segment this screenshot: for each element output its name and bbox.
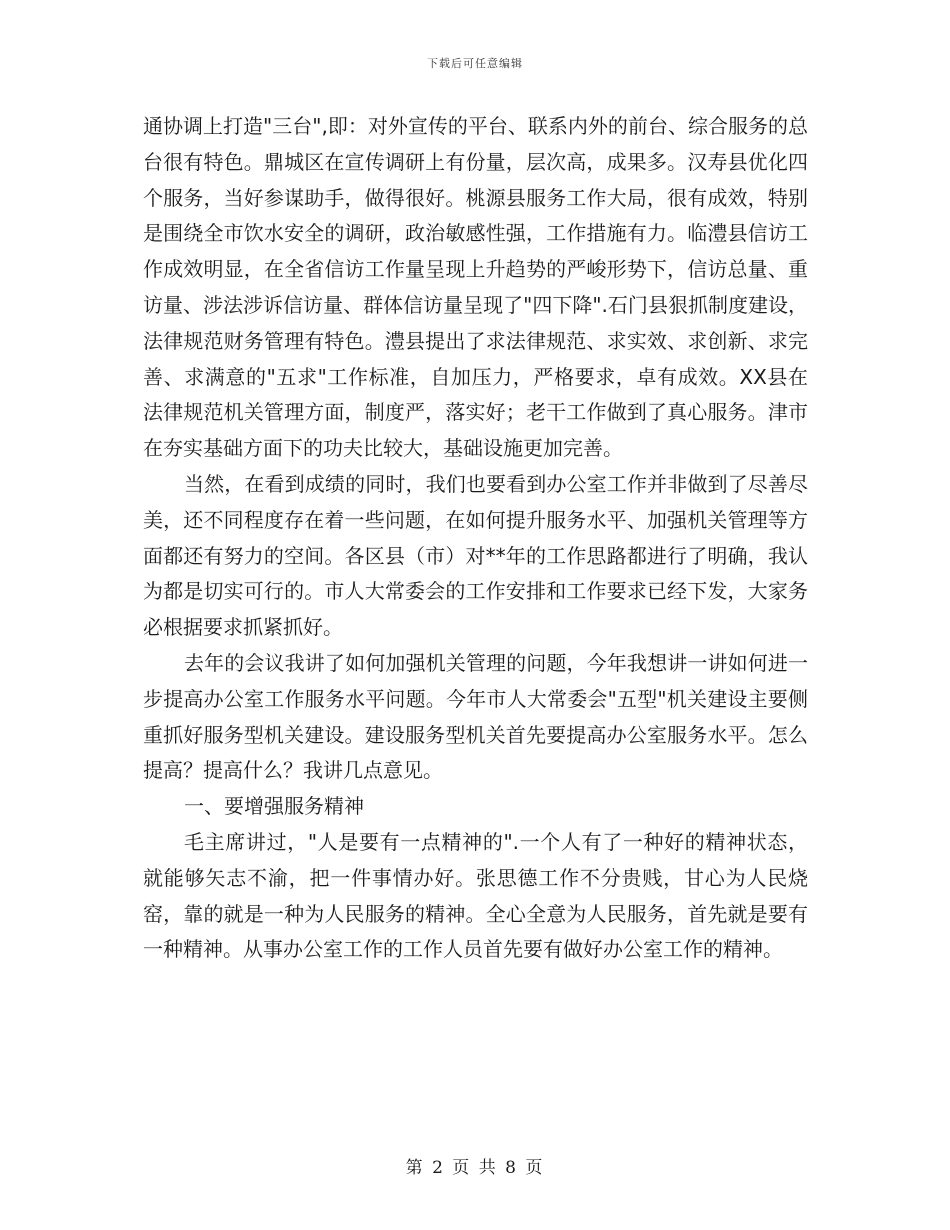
page-number: 第 2 页 共 8 页 <box>405 1158 545 1178</box>
paragraph-2: 当然，在看到成绩的同时，我们也要看到办公室工作并非做到了尽善尽美，还不同程度存在着一些问题，在如何提升服务水平、加强机关管理等方面都还有努力的空间。各区县（市）对**年的工作思路都进行了明确，我认为都是切实可行的。市人大常委会的工作安排和工作要求已经下发，大家务必根据要求抓紧抓好。 <box>143 471 808 640</box>
paragraph-1: 通协调上打造"三台",即：对外宣传的平台、联系内外的前台、综合服务的总台很有特色。鼎城区在宣传调研上有份量，层次高，成果多。汉寿县优化四个服务，当好参谋助手，做得很好。桃源县服务工作大局，很有成效，特别是围绕全市饮水安全的调研，政治敏感性强，工作措施有力。临澧县信访工作成效明显，在全省信访工作量呈现上升趋势的严峻形势下，信访总量、重访量、涉法涉诉信访量、群体信访量呈现了"四下降".石门县狠抓制度建设，法律规范财务管理有特色。澧县提出了求法律规范、求实效、求创新、求完善、求满意的"五求"工作标准，自加压力，严格要求，卓有成效。XX县在法律规范机关管理方面，制度严，落实好；老干工作做到了真心服务。津市在夯实基础方面下的功夫比较大，基础设施更加完善。 <box>143 114 808 461</box>
paragraph-3: 去年的会议我讲了如何加强机关管理的问题，今年我想讲一讲如何进一步提高办公室工作服务水平问题。今年市人大常委会"五型"机关建设主要侧重抓好服务型机关建设。建设服务型机关首先要提高办公室服务水平。怎么提高？提高什么？我讲几点意见。 <box>143 650 808 783</box>
paragraph-4: 毛主席讲过，"人是要有一点精神的".一个人有了一种好的精神状态，就能够矢志不渝，把一件事情办好。张思德工作不分贵贱，甘心为人民烧窑，靠的就是一种为人民服务的精神。全心全意为人民服务，首先就是要有一种精神。从事办公室工作的工作人员首先要有做好办公室工作的精神。 <box>143 829 808 962</box>
section-heading: 一、要增强服务精神 <box>184 794 364 819</box>
page-header: 下载后可任意编辑 <box>427 57 523 70</box>
document-body <box>143 109 808 968</box>
